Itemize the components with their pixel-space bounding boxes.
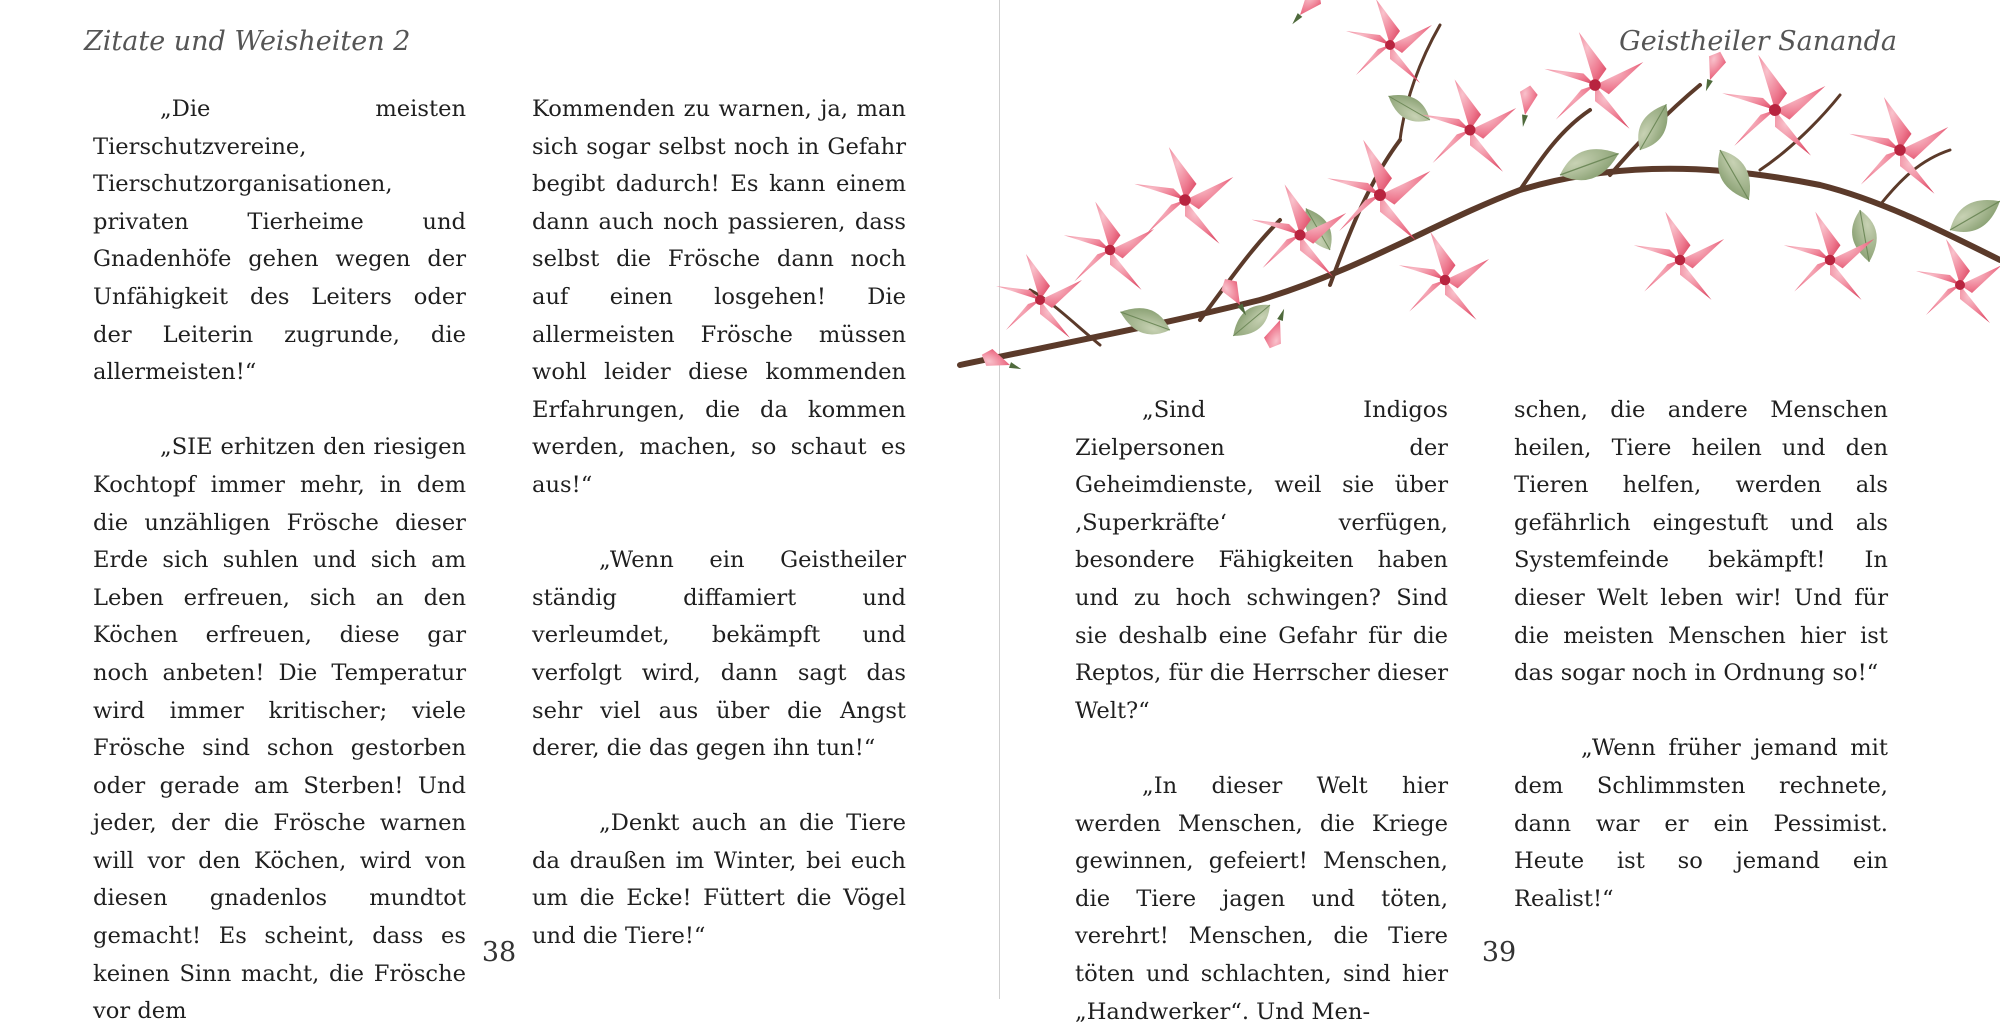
- quote-paragraph: „Denkt auch an die Tiere da draußen im Winter, bei euch um die Ecke! Füttert die Vögel und die Tiere!“: [532, 810, 906, 950]
- origami-flower-branch-illustration: [1000, 0, 2000, 400]
- left-column-1: [93, 91, 466, 1031]
- quote-paragraph: „Die meisten Tierschutzvereine, Tierschutzorganisationen, privaten Tierheime und Gnadenhöfe gehen wegen der Unfähigkeit des Leiters oder der Leiterin zugrunde, die allermeisten!“: [93, 96, 466, 386]
- left-column-2: [532, 91, 906, 956]
- quote-paragraph: „Wenn früher jemand mit dem Schlimmsten rechnete, dann war er ein Pessimist. Heute ist so jemand ein Realist!“: [1514, 735, 1888, 912]
- page-number-left: 38: [481, 937, 517, 968]
- quote-paragraph: „SIE erhitzen den riesigen Kochtopf immer mehr, in dem die unzähligen Frösche dieser Erde sich suhlen und sich am Leben erfreuen, sich an den Köchen erfreuen, diese gar noch anbeten! Die Temperatur wird immer kritischer; viele Frösche sind schon gestorben oder gerade am Sterben! Und jeder, der die Frösche warnen will vor den Köchen, wird von diesen gnadenlos mundtot gemacht! Es scheint, dass es keinen Sinn macht, die Frösche vor dem: [93, 434, 466, 1025]
- running-head-right: Geistheiler Sananda: [1619, 26, 1897, 57]
- right-column-1: [1075, 392, 1448, 1031]
- quote-paragraph: schen, die andere Menschen heilen, Tiere heilen und den Tieren helfen, werden als gefährlich eingestuft und als Systemfeinde bekämpft! In dieser Welt leben wir! Und für die meisten Menschen hier ist das sogar noch in Ordnung so!“: [1514, 397, 1888, 687]
- quote-paragraph: „In dieser Welt hier werden Menschen, die Kriege gewinnen, gefeiert! Menschen, die Tiere jagen und töten, verehrt! Menschen, die Tiere töten und schlachten, sind hier „Handwerker“. Und Men-: [1075, 772, 1448, 1025]
- quote-paragraph: Kommenden zu warnen, ja, man sich sogar selbst noch in Gefahr begibt dadurch! Es kann einem dann auch noch passieren, dass selbst die Frösche dann noch auf einen losgehen! Die allermeisten Frösche müssen wohl leider diese kommenden Erfahrungen, die da kommen werden, machen, so schaut es aus!“: [532, 96, 906, 498]
- left-page: [0, 0, 1000, 1025]
- page-number-right: 39: [1481, 937, 1517, 968]
- right-page: [1000, 0, 2000, 1025]
- running-head-left: Zitate und Weisheiten 2: [84, 26, 411, 57]
- branch: [960, 25, 2000, 365]
- quote-paragraph: „Sind Indigos Zielpersonen der Geheimdienste, weil sie über ‚Superkräfte‘ verfügen, besondere Fähigkeiten haben und zu hoch schwingen? Sind sie deshalb eine Gefahr für die Reptos, für die Herrscher dieser Welt?“: [1075, 397, 1448, 724]
- right-column-2: [1514, 392, 1888, 918]
- buds: [979, 0, 1729, 378]
- quote-paragraph: „Wenn ein Geistheiler ständig diffamiert und verleumdet, bekämpft und verfolgt wird, dann sagt das sehr viel aus über die Angst derer, die das gegen ihn tun!“: [532, 547, 906, 762]
